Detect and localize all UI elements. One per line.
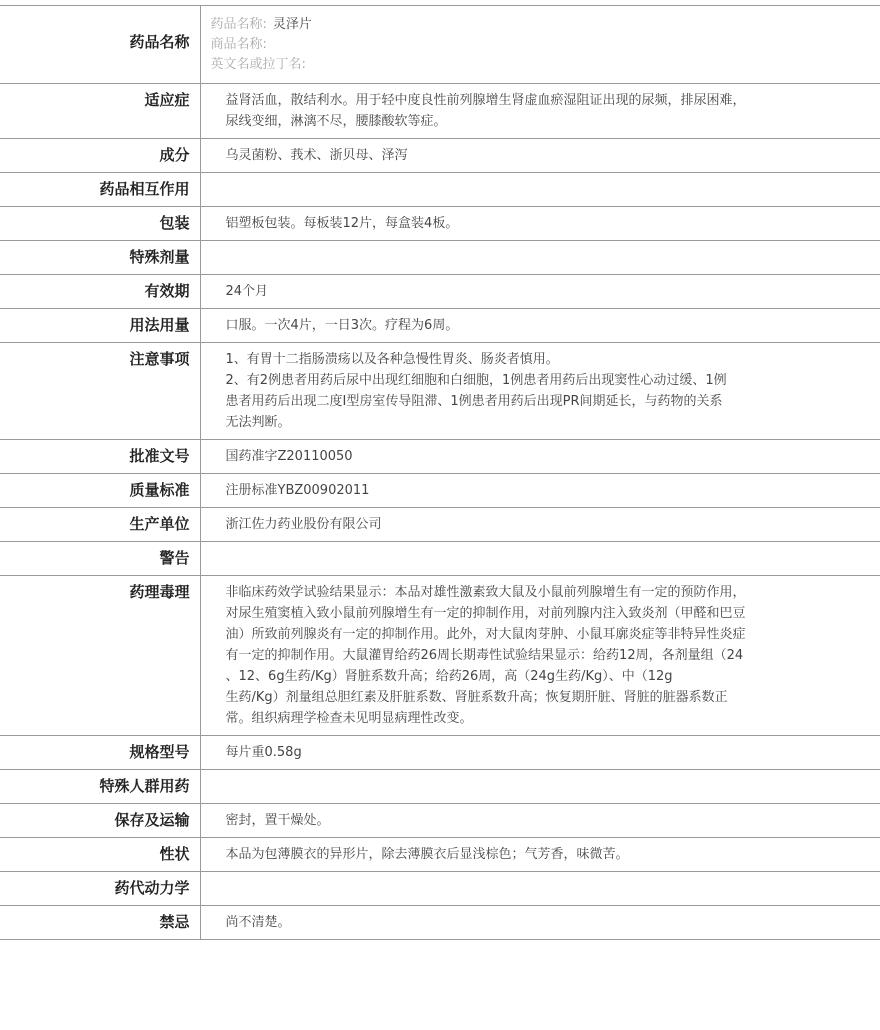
row-label: 质量标准 — [0, 474, 200, 508]
row-value-cell — [200, 207, 880, 241]
table-row — [0, 576, 880, 736]
generic-name-value: 灵泽片 — [272, 17, 312, 32]
row-label: 特殊剂量 — [0, 241, 200, 275]
row-value: 国药准字Z20110050 — [225, 449, 353, 464]
row-value: 1、有胃十二指肠溃疡以及各种急慢性胃炎、肠炎者慎用。 2、有2例患者用药后尿中出现红细胞和白细胞，1例患者用药后出现窦性心动过缓、1例 患者用药后出现二度I型房室传导阻滞、1例患者用药后出现PR间期延长，与药物的关系 无法判断。 — [225, 352, 727, 430]
table-row — [0, 542, 880, 576]
row-drug-name — [0, 6, 880, 84]
row-label: 药理毒理 — [0, 576, 200, 736]
trade-name-key: 商品名称: — [210, 37, 267, 52]
row-label: 规格型号 — [0, 736, 200, 770]
row-value: 乌灵菌粉、莪术、浙贝母、泽泻 — [225, 148, 408, 163]
row-value: 密封，置干燥处。 — [225, 813, 330, 828]
row-label: 性状 — [0, 838, 200, 872]
row-value-cell — [200, 872, 880, 906]
row-value-cell — [200, 173, 880, 207]
row-value: 口服。一次4片，一日3次。疗程为6周。 — [225, 318, 459, 333]
row-label: 有效期 — [0, 275, 200, 309]
row-value: 铝塑板包装。每板装12片，每盒装4板。 — [225, 216, 459, 231]
row-label: 禁忌 — [0, 906, 200, 940]
table-row — [0, 275, 880, 309]
generic-name-line — [211, 15, 871, 35]
table-row — [0, 474, 880, 508]
table-row — [0, 207, 880, 241]
table-row — [0, 736, 880, 770]
drug-info-sheet — [0, 5, 880, 940]
table-row — [0, 309, 880, 343]
row-value-cell — [200, 838, 880, 872]
row-value: 每片重0.58g — [225, 745, 302, 760]
table-row — [0, 84, 880, 139]
row-value: 本品为包薄膜衣的异形片，除去薄膜衣后显浅棕色；气芳香，味微苦。 — [225, 847, 629, 862]
row-label: 适应症 — [0, 84, 200, 139]
table-row — [0, 872, 880, 906]
row-value-cell — [200, 241, 880, 275]
drug-info-body — [0, 6, 880, 940]
row-value-cell — [200, 906, 880, 940]
row-value-cell — [200, 139, 880, 173]
drug-info-table — [0, 5, 880, 940]
row-label: 特殊人群用药 — [0, 770, 200, 804]
row-value: 益肾活血，散结利水。用于轻中度良性前列腺增生肾虚血瘀湿阻证出现的尿频，排尿困难， 尿线变细，淋漓不尽，腰膝酸软等症。 — [225, 93, 746, 129]
row-value: 注册标准YBZ00902011 — [225, 483, 370, 498]
row-value-cell — [200, 84, 880, 139]
row-value-cell — [200, 343, 880, 440]
row-value-cell — [200, 275, 880, 309]
row-value-cell — [200, 508, 880, 542]
row-label: 药代动力学 — [0, 872, 200, 906]
row-value-cell — [200, 474, 880, 508]
row-value-cell — [200, 770, 880, 804]
row-label: 包装 — [0, 207, 200, 241]
english-name-line — [211, 55, 871, 75]
table-row — [0, 838, 880, 872]
table-row — [0, 906, 880, 940]
row-value: 浙江佐力药业股份有限公司 — [225, 517, 382, 532]
table-row — [0, 440, 880, 474]
row-value: 尚不清楚。 — [225, 915, 291, 930]
drug-name-cell — [200, 6, 880, 84]
row-label: 用法用量 — [0, 309, 200, 343]
table-row — [0, 508, 880, 542]
row-value-cell — [200, 736, 880, 770]
table-row — [0, 343, 880, 440]
table-row — [0, 241, 880, 275]
row-label: 生产单位 — [0, 508, 200, 542]
row-label: 注意事项 — [0, 343, 200, 440]
row-label: 批准文号 — [0, 440, 200, 474]
table-row — [0, 139, 880, 173]
row-value-cell — [200, 576, 880, 736]
row-label: 药品相互作用 — [0, 173, 200, 207]
row-label: 成分 — [0, 139, 200, 173]
row-value-cell — [200, 440, 880, 474]
row-value: 24个月 — [225, 284, 269, 299]
row-value-cell — [200, 542, 880, 576]
row-value-cell — [200, 804, 880, 838]
row-value-cell — [200, 309, 880, 343]
row-label: 保存及运输 — [0, 804, 200, 838]
generic-name-key: 药品名称: — [210, 17, 267, 32]
row-label: 药品名称 — [0, 6, 200, 84]
row-value: 非临床药效学试验结果显示：本品对雄性激素致大鼠及小鼠前列腺增生有一定的预防作用， 对尿生殖窦植入致小鼠前列腺增生有一定的抑制作用，对前列腺内注入致炎剂（甲醛和巴豆 油）所致前列腺炎有一定的抑制作用。此外，对大鼠肉芽肿、小鼠耳廓炎症等非特异性炎症 有一定的抑制作用。大鼠灌胃给药26周长期毒性试验结果显示：给药12周，各剂量组（24 、12、6g生药/Kg）肾脏系数升高；给药26周，高（24g生药/Kg）、中（12g 生药/Kg）剂量组总胆红素及肝脏系数、肾脏系数升高；恢复期肝脏、肾脏的脏器系数正 常。组织病理学检查未见明显病理性改变。 — [225, 585, 746, 726]
english-name-key: 英文名或拉丁名: — [210, 57, 306, 72]
table-row — [0, 770, 880, 804]
trade-name-line — [211, 35, 871, 55]
table-row — [0, 173, 880, 207]
table-row — [0, 804, 880, 838]
row-label: 警告 — [0, 542, 200, 576]
